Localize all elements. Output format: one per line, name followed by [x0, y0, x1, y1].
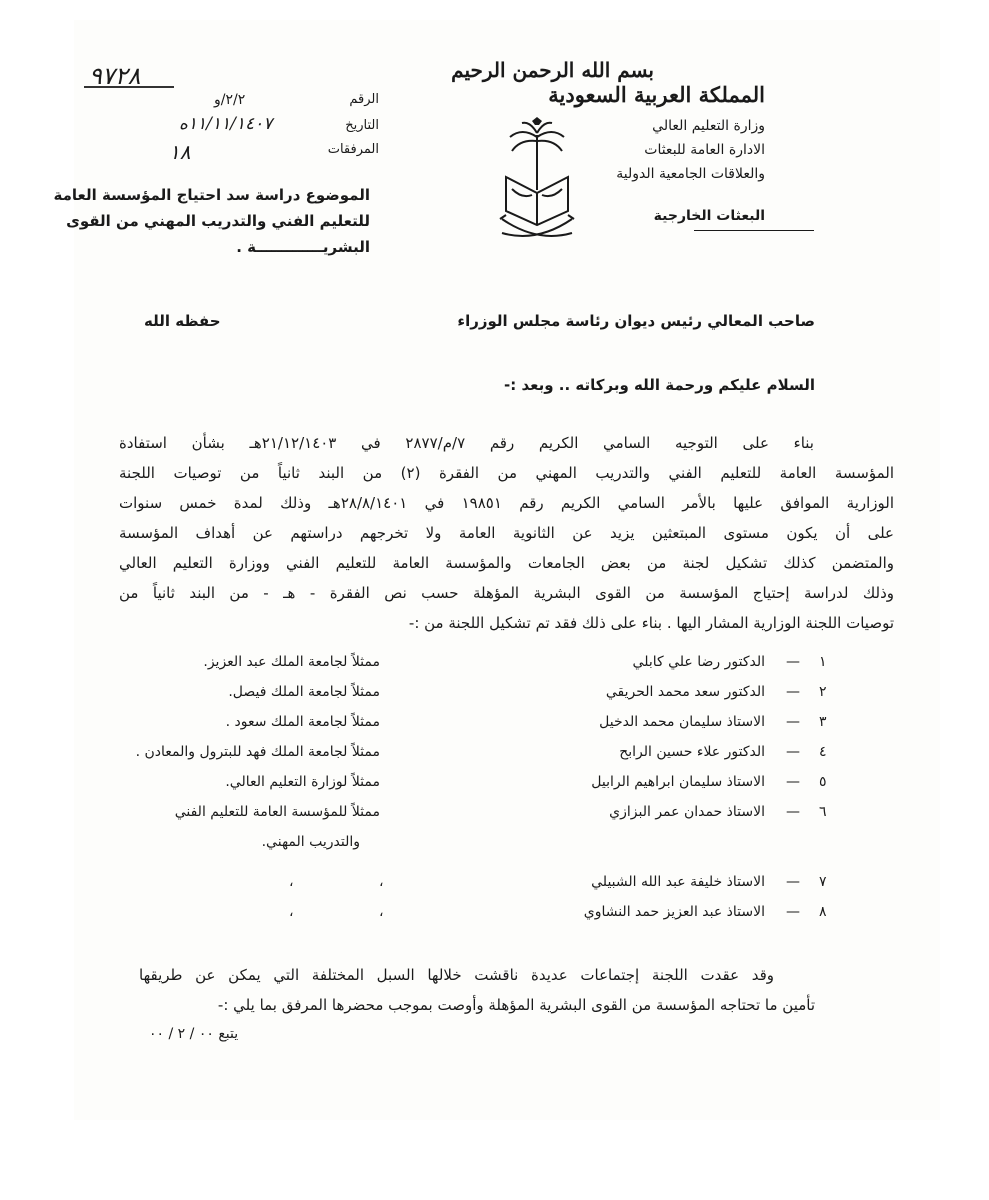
- body-line-2: المؤسسة العامة للتعليم الفني والتدريب المهني من الفقرة (٢) من البند ثانياً من توصيات اللجنة: [119, 464, 894, 482]
- member-name: الاستاذ سليمان ابراهيم الرابيل: [591, 774, 765, 790]
- closing-line-2: تأمين ما تحتاجه المؤسسة من القوى البشرية المؤهلة وأوصت بموجب محضرها المرفق بما يلي :-: [217, 996, 815, 1014]
- member-num: ٤: [819, 744, 827, 760]
- member-role: ممثلاً للمؤسسة العامة للتعليم الفني: [174, 804, 380, 820]
- ditto-mark: ،: [379, 874, 384, 890]
- ministry-name: وزارة التعليم العالي: [652, 118, 765, 134]
- date-value: ١١/١١/١٤٠٧ه: [179, 114, 273, 134]
- member-num: ٦: [819, 804, 827, 820]
- body-line-6: وذلك لدراسة إحتياج المؤسسة من القوى البشرية المؤهلة حسب نص الفقرة - هـ - من البند ثانياً من: [119, 584, 894, 602]
- member-num: ٧: [819, 874, 827, 890]
- body-line-1: بناء على التوجيه السامي الكريم رقم ٧/م/٢٨٧٧ في ٢١/١٢/١٤٠٣هـ بشأن استفادة: [119, 434, 814, 452]
- body-line-5: والمتضمن كذلك تشكيل لجنة من بعض الجامعات والمؤسسة العامة للتعليم الفني ووزارة التعليم العالي: [119, 554, 894, 572]
- member-role: ،: [289, 904, 294, 920]
- subject-line-2: للتعليم الفني والتدريب المهني من القوى: [66, 212, 370, 230]
- addressee: صاحب المعالي رئيس ديوان رئاسة مجلس الوزراء: [457, 312, 815, 330]
- member-num: ٨: [819, 904, 827, 920]
- closing-line-1: وقد عقدت اللجنة إجتماعات عديدة ناقشت خلالها السبل المختلفة التي يمكن عن طريقها: [139, 966, 774, 984]
- member-name: الاستاذ خليفة عبد الله الشبيلي: [591, 874, 765, 890]
- kingdom-title: المملكة العربية السعودية: [548, 82, 765, 107]
- saudi-emblem-icon: [492, 115, 582, 250]
- member-name: الدكتور رضا علي كابلي: [632, 654, 765, 670]
- continued-note: يتبع ٠٠ / ٢ / ٠٠: [149, 1026, 239, 1042]
- date-label: التاريخ: [345, 118, 379, 133]
- member-role: ،: [289, 874, 294, 890]
- handwritten-date: ١٨: [169, 140, 191, 164]
- member-num: ٥: [819, 774, 827, 790]
- bismillah: بسم الله الرحمن الرحيم: [451, 58, 654, 82]
- member-name: الاستاذ عبد العزيز حمد النشاوي: [583, 904, 765, 920]
- body-line-3: الوزارية الموافق عليها بالأمر السامي الكريم رقم ١٩٨٥١ في ٢٨/٨/١٤٠١هـ وذلك لمدة خمس سنوات: [119, 494, 895, 512]
- department-name: البعثات الخارجية: [653, 208, 765, 224]
- number-label: الرقم: [349, 92, 379, 107]
- member-role: ممثلاً لجامعة الملك فيصل.: [228, 684, 380, 700]
- subject-line-1: الموضوع دراسة سد احتياج المؤسسة العامة: [53, 186, 370, 204]
- admin-name: الادارة العامة للبعثات: [644, 142, 765, 158]
- member-num: ١: [819, 654, 827, 670]
- member-num: ٢: [819, 684, 827, 700]
- letter-page: بسم الله الرحمن الرحيم المملكة العربية السعودية وزارة التعليم العالي الادارة العامة للبعثات والعلاقات الجامعية الدولية البعثات الخارجية ٩٧٢٨ الرقم ٢/٢/و التاريخ ١١/١١/١٤٠٧ه ١٨ المرفقات الموضوع دراسة سد احتياج المؤسسة العامة للتعليم الفني والتدريب المهني من القوى البشريـــــــــــــة . صاحب المعالي رئيس ديوان رئاسة مجلس الوزراء حفظه الله السلام عليكم ورحمة الله وبركاته .. وبعد :- بناء على التوجيه السامي الكريم رقم ٧/م/٢٨٧٧ في ٢١/١٢/١٤٠٣هـ بشأن استفادة المؤسسة العامة للتعليم الفني والتدريب المهني من الفقرة (٢) من البند ثانياً من توصيات اللجنة الوزارية الموافق عليها بالأمر السامي الكريم رقم ١٩٨٥١ في ٢٨/٨/١٤٠١هـ وذلك لمدة خمس سنوات على أن يكون مستوى المبتعثين يزيد عن الثانوية العامة ولا تخرجهم دراستهم عن أهداف المؤسسة والمتضمن كذلك تشكيل لجنة من بعض الجامعات والمؤسسة العامة للتعليم الفني ووزارة التعليم العالي وذلك لدراسة إحتياج المؤسسة من القوى البشرية المؤهلة حسب نص الفقرة - هـ - من البند ثانياً من توصيات اللجنة الوزارية المشار اليها . بناء على ذلك فقد تم تشكيل اللجنة من :- ١ — الدكتور رضا علي كابلي ممثلاً لجامعة الملك عبد العزيز. ٢ — الدكتور سعد محمد الحريقي ممثلاً لجامعة الملك فيصل. ٣ — الاستاذ سليمان محمد الدخيل ممثلاً لجامعة الملك سعود . ٤ — الدكتور علاء حسين الرابح ممثلاً لجامعة الملك فهد للبترول والمعادن . ٥ — الاستاذ سليمان ابراهيم الرابيل ممثلاً لوزارة التعليم العالي. ٦ — الاستاذ حمدان عمر البزازي ممثلاً للمؤسسة العامة للتعليم الفني والتدريب المهني. ٧ — الاستاذ خليفة عبد الله الشبيلي ، ، ٨ — الاستاذ عبد العزيز حمد النشاوي ، ، وقد عقدت اللجنة إجتماعات عديدة ناقشت خلالها السبل المختلفة التي يمكن عن طريقها تأمين ما تحتاجه المؤسسة من القوى البشرية المؤهلة وأوصت بموجب محضرها المرفق بما يلي :- يتبع ٠٠ / ٢ / ٠٠: [74, 20, 940, 1120]
- member-name: الدكتور سعد محمد الحريقي: [605, 684, 765, 700]
- member-name: الدكتور علاء حسين الرابح: [619, 744, 765, 760]
- member-role: ممثلاً لجامعة الملك فهد للبترول والمعادن .: [135, 744, 380, 760]
- member-role: ممثلاً لجامعة الملك عبد العزيز.: [203, 654, 380, 670]
- ditto-mark: ،: [379, 904, 384, 920]
- greeting: السلام عليكم ورحمة الله وبركاته .. وبعد :-: [504, 376, 815, 394]
- member-name: الاستاذ سليمان محمد الدخيل: [599, 714, 765, 730]
- member-role: ممثلاً لوزارة التعليم العالي.: [225, 774, 380, 790]
- member-role: ممثلاً لجامعة الملك سعود .: [225, 714, 380, 730]
- number-value: ٢/٢/و: [214, 92, 246, 108]
- department-underline: [694, 230, 814, 231]
- attachments-label: المرفقات: [327, 142, 379, 157]
- hand-underline: [84, 86, 174, 88]
- member-role-continued: والتدريب المهني.: [261, 834, 360, 850]
- member-num: ٣: [819, 714, 827, 730]
- relations-name: والعلاقات الجامعية الدولية: [616, 166, 765, 182]
- blessing: حفظه الله: [144, 312, 221, 330]
- subject-line-3: البشريـــــــــــــة .: [236, 238, 370, 256]
- handwritten-number: ٩٧٢٨: [89, 62, 141, 90]
- member-name: الاستاذ حمدان عمر البزازي: [609, 804, 765, 820]
- body-line-4: على أن يكون مستوى المبتعثين يزيد عن الثانوية العامة ولا تخرجهم دراستهم عن أهداف المؤسسة: [119, 524, 894, 542]
- body-line-7: توصيات اللجنة الوزارية المشار اليها . بناء على ذلك فقد تم تشكيل اللجنة من :-: [408, 614, 894, 632]
